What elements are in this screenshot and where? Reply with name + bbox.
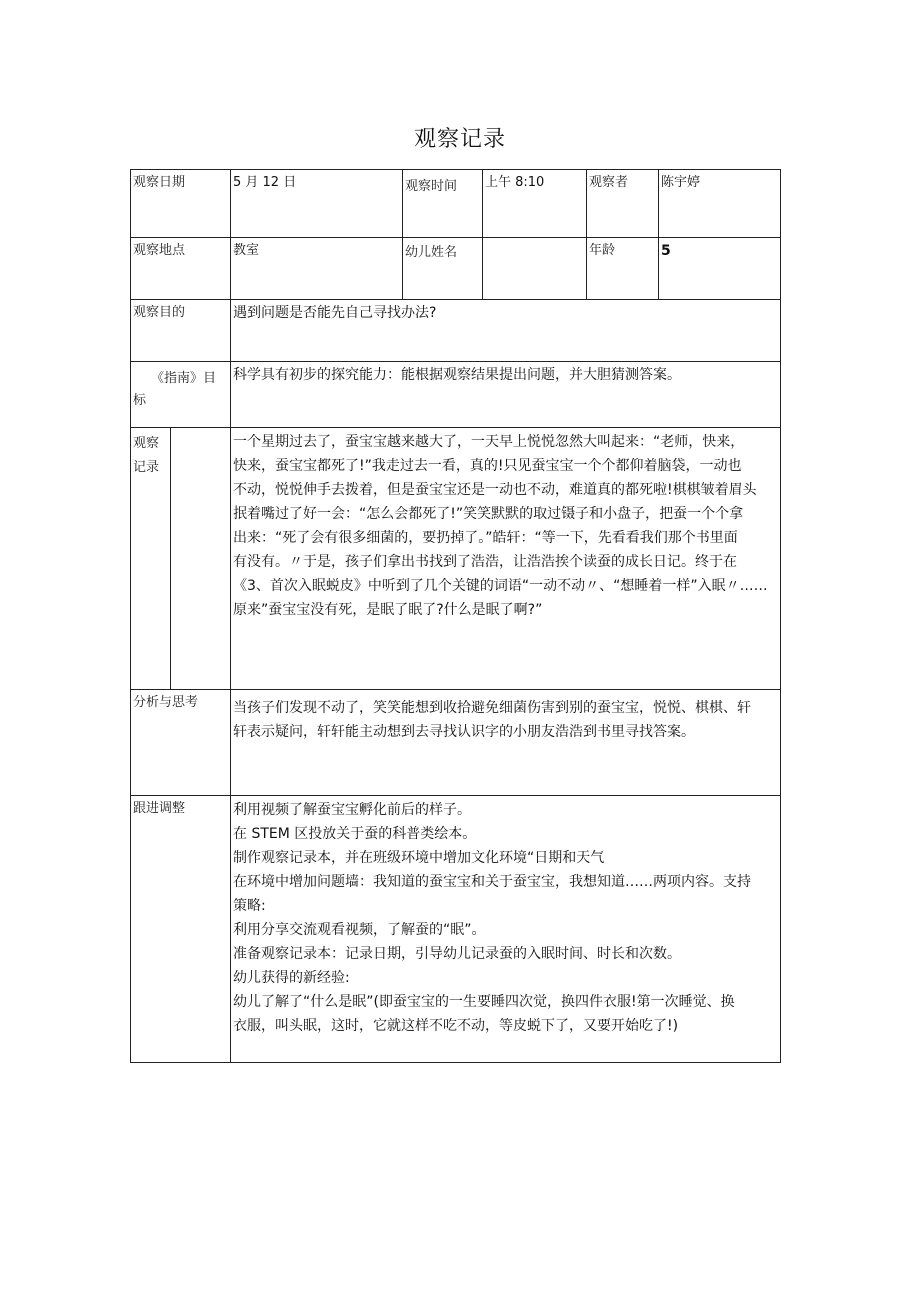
child-name-label: 幼儿姓名 xyxy=(403,238,483,300)
child-name-value xyxy=(483,238,587,300)
record-line: 《3、首次入眠蜕皮》中听到了几个关键的词语“一动不动〃、“想睡着一样”入眠〃…… xyxy=(233,578,768,594)
followup-line: 利用视频了解蚕宝宝孵化前后的样子。 xyxy=(233,802,471,818)
age-label: 年龄 xyxy=(587,238,659,300)
followup-line: 衣服，叫头眠，这时，它就这样不吃不动，等皮蜕下了，又要开始吃了!) xyxy=(233,1018,679,1034)
observer-value: 陈宇婷 xyxy=(659,170,781,238)
date-value: 5 月 12 日 xyxy=(231,170,403,238)
time-value: 上午 8:10 xyxy=(483,170,587,238)
guide-label xyxy=(131,362,231,428)
followup-line: 在 STEM 区投放关于蚕的科普类绘本。 xyxy=(233,826,477,842)
page-title: 观察记录 xyxy=(413,127,506,152)
record-line: 出来：“死了会有很多细菌的，要扔掉了。”皓轩：“等一下，先看看我们那个书里面 xyxy=(233,530,738,546)
record-label xyxy=(131,428,171,690)
analysis-label: 分析与思考 xyxy=(131,690,231,796)
analysis-line: 轩表示疑问，轩轩能主动想到去寻找认识字的小朋友浩浩到书里寻找答案。 xyxy=(233,724,695,740)
record-text xyxy=(231,428,781,690)
time-label: 观察时间 xyxy=(403,170,483,238)
record-spacer xyxy=(171,428,231,690)
followup-label: 跟进调整 xyxy=(131,796,231,1063)
record-line: 快来，蚕宝宝都死了!”我走过去一看，真的!只见蚕宝宝一个个都仰着脑袋，一动也 xyxy=(233,458,742,474)
place-label: 观察地点 xyxy=(131,238,231,300)
record-line: 一个星期过去了，蚕宝宝越来越大了，一天早上悦悦忽然大叫起来：“老师，快来， xyxy=(233,434,745,450)
followup-line: 利用分享交流观看视频，了解蚕的“眠”。 xyxy=(233,922,486,938)
age-value: 5 xyxy=(659,238,781,300)
record-line: 抿着嘴过了好一会：“怎么会都死了!”笑笑默默的取过镊子和小盘子，把蚕一个个拿 xyxy=(233,506,744,522)
record-line: 不动，悦悦伸手去拨着，但是蚕宝宝还是一动也不动，难道真的都死啦!棋棋皱着眉头 xyxy=(233,482,757,498)
date-label: 观察日期 xyxy=(131,170,231,238)
followup-line: 幼儿了解了“什么是眠”(即蚕宝宝的一生要睡四次觉，换四件衣服!第一次睡觉、换 xyxy=(233,994,735,1010)
record-label-line1: 观察 xyxy=(133,436,160,451)
followup-line: 在环境中增加问题墙：我知道的蚕宝宝和关于蚕宝宝，我想知道……两项内容。支持 xyxy=(233,874,751,890)
record-line: 有没有。〃于是，孩子们拿出书找到了浩浩，让浩浩挨个读蚕的成长日记。终于在 xyxy=(233,554,737,570)
guide-text: 科学具有初步的探究能力：能根据观察结果提出问题，并大胆猜测答案。 xyxy=(231,362,781,428)
followup-text xyxy=(231,796,781,1063)
record-label-line2: 记录 xyxy=(133,460,160,475)
followup-line: 策略: xyxy=(233,898,266,914)
followup-line: 制作观察记录本，并在班级环境中增加文化环境“日期和天气 xyxy=(233,850,605,866)
purpose-label: 观察目的 xyxy=(131,300,231,362)
observation-table xyxy=(130,169,781,1063)
analysis-line: 当孩子们发现不动了，笑笑能想到收拾避免细菌伤害到别的蚕宝宝，悦悦、棋棋、轩 xyxy=(233,700,751,716)
place-value: 教室 xyxy=(231,238,403,300)
followup-line: 准备观察记录本：记录日期，引导幼儿记录蚕的入眠时间、时长和次数。 xyxy=(233,946,681,962)
guide-label-line1: 《指南》目 xyxy=(151,371,217,386)
guide-label-line2: 标 xyxy=(133,393,147,408)
observer-label: 观察者 xyxy=(587,170,659,238)
record-line: 原来”蚕宝宝没有死，是眠了眠了?什么是眠了啊?” xyxy=(233,602,543,618)
followup-line: 幼儿获得的新经验: xyxy=(233,970,350,986)
analysis-text xyxy=(231,690,781,796)
purpose-text: 遇到问题是否能先自己寻找办法? xyxy=(231,300,781,362)
